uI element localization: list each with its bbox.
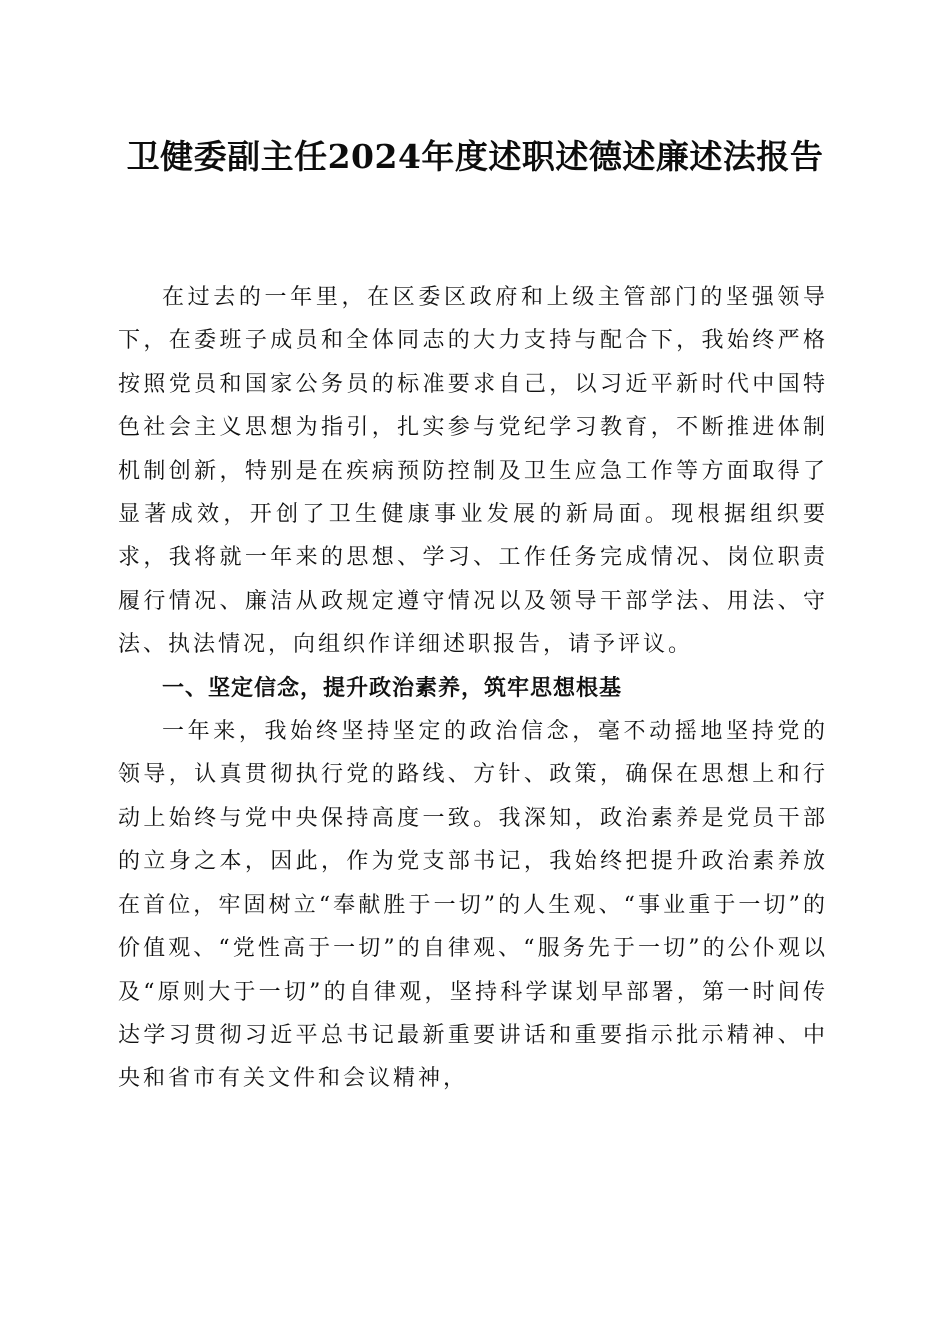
document-title: 卫健委副主任2024年度述职述德述廉述法报告 — [126, 137, 824, 176]
intro-paragraph: 在过去的一年里，在区委区政府和上级主管部门的坚强领导下，在委班子成员和全体同志的大力支持与配合下，我始终严格按照党员和国家公务员的标准要求自己，以习近平新时代中国特色社会主义思想为指引，扎实参与党纪学习教育，不断推进体制机制创新，特别是在疾病预防控制及卫生应急工作等方面取得了显著成效，开创了卫生健康事业发展的新局面。现根据组织要求，我将就一年来的思想、学习、工作任务完成情况、岗位职责履行情况、廉洁从政规定遵守情况以及领导干部学法、用法、守法、执法情况，向组织作详细述职报告，请予评议。 — [118, 285, 828, 658]
section-1-paragraph: 一年来，我始终坚持坚定的政治信念，毫不动摇地坚持党的领导，认真贯彻执行党的路线、方针、政策，确保在思想上和行动上始终与党中央保持高度一致。我深知，政治素养是党员干部的立身之本，因此，作为党支部书记，我始终把提升政治素养放在首位，牢固树立“奉献胜于一切”的人生观、“事业重于一切”的价值观、“党性高于一切”的自律观、“服务先于一切”的公仆观以及“原则大于一切”的自律观，坚持科学谋划早部署，第一时间传达学习贯彻习近平总书记最新重要讲话和重要指示批示精神、中央和省市有关文件和会议精神， — [118, 719, 828, 1092]
section-1-heading: 一、坚定信念，提升政治素养，筑牢思想根基 — [162, 675, 623, 701]
document-body — [118, 276, 828, 1101]
